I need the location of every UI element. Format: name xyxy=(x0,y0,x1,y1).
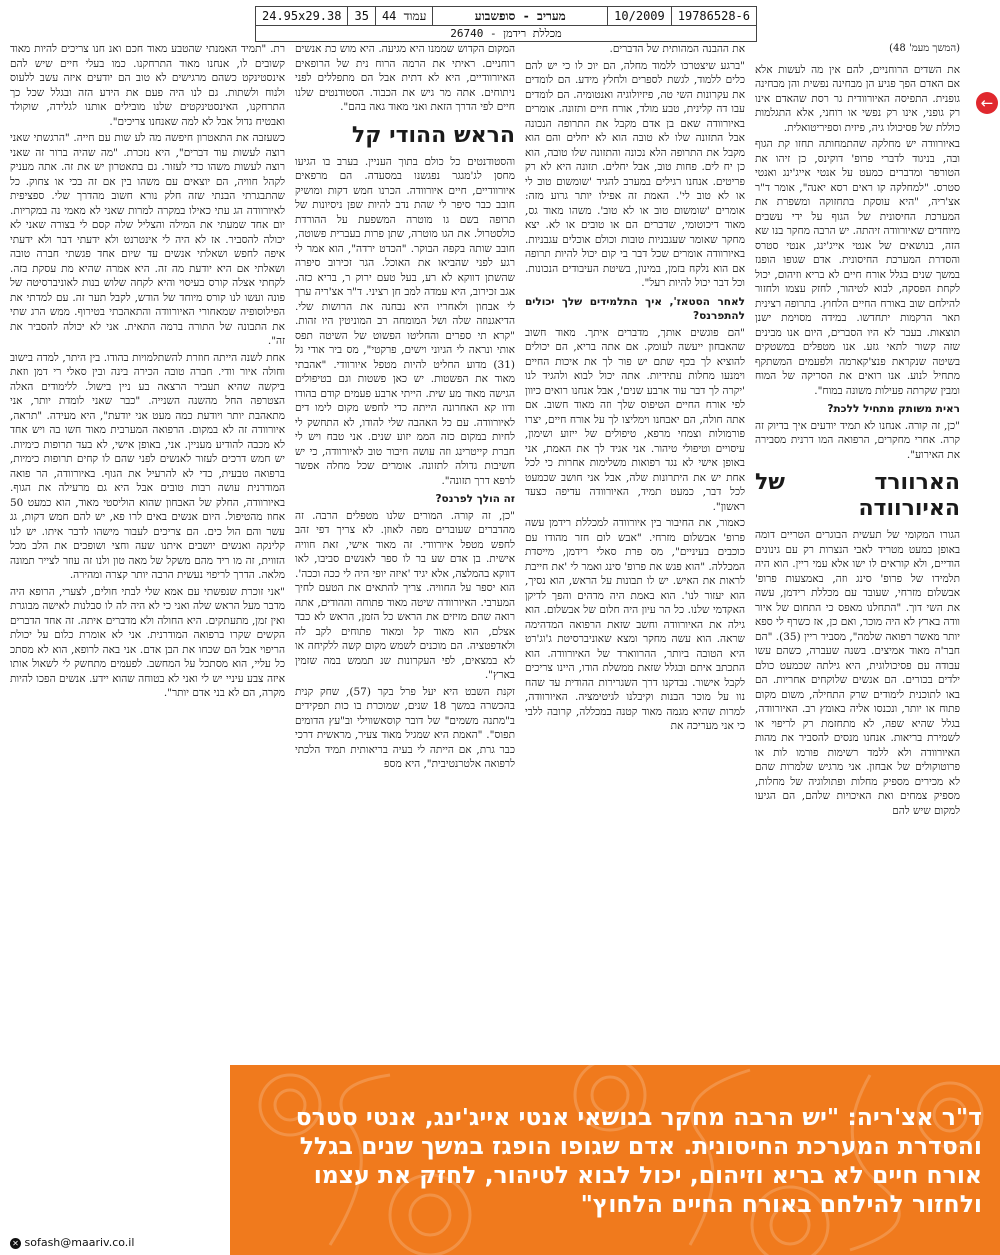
article-page xyxy=(10,42,970,1057)
header-publication: מעריב - סופשבוע xyxy=(432,7,607,25)
paragraph: המקום הקדוש שממנו היא מגיעה. היא מוש כת אנשים רוחניים. ראיתי את הרמה הרוח נית של הרופאים האיורוודיים, היא לא דתית אבל הם מתפללים לפני ניתוחים. אתה מר גיש את הכבוד. הסטודנטים שלנו חיים לפי הדרך הזאת ואני מאוד גאה בהם". xyxy=(295,43,515,113)
section-heading: הראש ההודי קל xyxy=(351,122,515,148)
paragraph: "כן, זה קורה. המורים שלנו מטפלים הרבה. זה מהדברים שעוברים מפה לאוזן. לא צריך דפי זהב לחפש מטפל איורוודי. זה מאוד אישי, זאת חוויה אישית. בן אדם שע בר לו ספר לאנשים סביבו, לאו דווקא בהמלצה, אלא יגיד 'איזה יופי היה לי ככה וככה'. הוא יספר על החוויה. צריך להתאים את הטעם לחיך המערבי. האיורוודה שיטה מאוד פתוחה וההודים, אתה רואה שהם מזיזים את הראש כל הזמן, הראש לא כבד אצלם, הוא מאוד קל ומאוד פתוחים לקב לה ולאדפטציה. הם מוכנים לשמש מקום קשה ללקיחה או לא במצאים, לפי העקרונות שנ תממש במה שזמין בארץ". xyxy=(295,509,515,681)
pull-quote-banner xyxy=(230,1065,1000,1255)
clipping-header xyxy=(255,6,757,42)
header-code: 19786528-6 xyxy=(671,7,756,25)
article-column-4 xyxy=(10,42,285,1232)
paragraph: "אני זוכרת שנפשתי עם אמא שלי לבתי חולים, לצערי, הרופא היה מדבר מעל הראש שלה ואני כי לא היה לה לו סבלנות לאישה מבוגרת ואין זמן, מתעתקים. היא החולה ולא מדברים איתה. זה אחד הדברים הקשים שקרו ברפואה המודרנית. אני לא אומרת כלום על יכולת הריפוי אבל הם שכחו את הבן אדם. אני באה לרופא, הוא לא מסתכ כל עליי, הוא מסתכל על המחשב. לפעמים מתחשק לי לשאול אותו איזה צבע עיניי יש לי ואני לא בטוחה שהוא יידע. אנשים הפכו להיות מקרה, הם לא בני אדם יותר". xyxy=(10,585,285,699)
header-size: 24.95x29.38 xyxy=(262,9,342,23)
paragraph: את ההבנה המהותית של הדברים. xyxy=(609,43,745,55)
paragraph: אחת לשנה הייתה חוזרת להשתלמויות בהודו. בין היתר, למדה בישוב וחולה איור וודי. חברה טובה הכירה בינה ובין סאלי רי דמן וזאת ביקשה שהיא תעביר הרצאה בע ניין בישול. ללימודים האלה הצטרפה החל מהשנה השנייה. "כבר שאני לומדת יותר, אני מתאהבת יותר ויודעת כמה מעט אני יודעת", היא מעידה. "תראה, איורוודה זה לא במקום. הרפואה המערבית מאוד חשו בה ויש אחד לא מכבה להודיע מעניין. אני, באופן אישי, לא בעד תרופות כימיות. יש חמש דרכים לעזור לאנשים לפני שהם לו קחים תרופות כימיות, ברפואה טבעית, כדי לא להרעיל את הגוף. באיורוודה, הר פואה המודרנית עושה רבות טובים אבל היא גם מרעילה את הגוף. באיורוודה, החלק של האבחון שהוא הוליסטי מאוד, הוא כמעט 50 אחוז מהטיפול. היום אנשים באים לרו פא, יש להם חמש דקות, גג עשר והם הול כים. הם צריכים לעבור מישהו לדבר איתו. יש לנו קלינקה ואנשים יושבים איתנו שעה וחצי ושופכים את הלב מכל הזווית, זה מו ריד מהם משקל של מאה טון ולנו זה עוזר לצייר תמונה מלאה. הדרך לריפוי נעשית הרבה יותר קצרה ומהירה. xyxy=(10,351,285,581)
header-page: עמוד 44 xyxy=(375,7,432,25)
interview-question: זה הולך לפרנס? xyxy=(435,493,515,505)
header-subline: מכללת רידמן - 26740 xyxy=(450,27,562,40)
email-footer xyxy=(6,1236,134,1249)
pull-quote-text: ד"ר אצ'ריה: "יש הרבה מחקר בנושאי אנטי אייג'ינג, אנטי סטרס והסדרת המערכת החיסונית. אדם שגופו הופגז במשך שנים בגלל אורח חיים לא בריא וזיהום, יכול לבוא לטיהור, לחזק את עצמו ולחזור להילחם באורח החיים הלחוץ" xyxy=(295,1103,982,1218)
back-arrow-icon[interactable]: ← xyxy=(976,92,998,114)
paragraph: הגורו המקומי של תעשית הבוגרים הטריים דומה באופן כמעט מטריד לאבי הנצרות רק עם גינונים הודיים, ולא קוראים לו ישו אלא עמי ריין. הוא היה תלמידו של פרופ' סינג וזה, באמצעות פרופ' אבשלום מזרחי, שעובד עם מכללת רידמן, עשה את השי דוך. "התחלנו מאפס כי התחום של איור וודה בארץ לא היה מוכר, ואם כן, אז כשרף לי ספא יותר מאשר רפואה שלמה", מסביר ריין (35). "הם חבר'ה מאוד אמיצים. בשנה שעברה, כשהם עשו עבודה עם פסיכולוגית, היא גילתה שכמעט כולם ילדים בכורים. הם אנשים שלוקחים אחריות. הם באו לתוכנית לימודים שרק התחילה, משום מקום פתוח או יותר, ונכנסו אליה באומץ רב. האיורוודה, בגלל שהיא שפה, לא מתחזמת רק לריפוי או לשמירת בריאות. אנחנו מנסים להסביר את מהות האיורוודה ולא ללמד רשימות פורמו לות או פרוטוקולים של אבחון. אני מרגיש שלמרות שהם לא מכירים מספיק מחלות ופתולוגיה של מחלות, מספיק צמחים ואת האיכויות שלהם, הם הגיעו למקום שיש להם xyxy=(755,529,960,817)
paragraph: והסטודנטים כל כולם בתוך העניין. בערב בו הגיעו מחסן לג'מגגר נפגשנו במסעדה. הם מרפאים איורוודיים, חיים איורוודה. הכרנו חמש דקות ומושיק חובב כבר סיפר לי שהת נדב להיות שפן ניסיונות של תרופה בשם גו מוטרה המשפעת על ההורדת כולסטרול. את הגו מוטרה, שתן פרות בעברית פשוטה, חובב שותה בקפה הבוקר. "הכדט ירדה", הוא אמר לי רגע לפני שהביאו את האוכל. הגר זכירוב סיפרה שהשתן דווקא לא רע, בעל טעם ירוק ר, בריא כזה. אגב זכירוב, היא עמדה למב חן רציני. ד"ר אצ'ריה ערך לי אבחון ולאחריו היא נבחנה את הרושות שלי. הדיאגנוזה שלה ושל המומחה רב המוניטין היו זהות. "קרא תי ספרים והחליטו הפשוט של השיטה תפס אותי ונראה לי הגיוני וישים, פרקטי", מס ביר אודי גל (31) מדוע החליט להיות מטפל איורוודי. "אהבתי מאוד את הפשטות. יש כאן פשטות וגם בטיפולים הגישה מאוד מע שית. הייתי ארבע פעמים קודם בהודו ודוו קא האחרונה הייתה כדי לחפש מקום לימו דים לאיורוודה. עם כל האהבה שלי להודו, לא התחשק לי לחיות במקום כזה הממ יזוע שנים. אני טבח ויש לי חברת קייטרינג וזה עושה חיבור טוב לאיורוודה, כי יש חשיבות גדולה לתזונה. אומרים שכל מחלה אפשר לרפא דרך תזונה". xyxy=(295,155,515,487)
end-mark-icon: ✕ xyxy=(10,1238,21,1249)
paragraph: רת. "תמיד האמנתי שהטבע מאוד חכם ואנ חנו צריכים להיות מאוד קשובים לו, אנחנו מאוד התרחקנו. כמו בעלי חיים שיש להם אינסטינקט כשהם מרגישים לא טוב הם יודעים איזה עשב ללעוס ולנוח ולשתות. גם לנו היה פעם את הידע הזה ובגלל שכל כך התרחקנו, האינסטינקטים שלנו מובילים אותנו לגלידה, שוקולד ואבטיח גדול אבל לא למה שאנחנו צריכים". xyxy=(10,43,285,128)
header-num: 35 xyxy=(347,7,374,25)
email-address: sofash@maariv.co.il xyxy=(24,1236,135,1249)
interview-question: ראית משותק מתחיל ללכת? xyxy=(827,403,960,415)
article-column-3 xyxy=(295,42,515,1057)
header-date: 10/2009 xyxy=(607,7,671,25)
paragraph: כשעזבה את התאטרון חיפשה מה לע שות עם חייה. "הרגשתי שאני רוצה לעשות עוד דברים", היא נזכרת. "מה שהיה ברור זה שאני רוצה לעשות משהו כדי לעזור. גם בתאטרון יש את זה. אתה מעניק לקהל חוויה, הם יוצאים עם משהו בין אם זה בכי או צחוק. כל שהתבגרתי הבנתי שזה חלק נורא חשוב מהדרך שלי. ספציפית לאיורוודה הג עתי כאילו במקרה למרות שאני לא מאמי נה במקריות. יום אחד שמעתי את המילה והצליל שלה קסם לי בצורה שאני לא יכולה להסביר. אז לא היה לי אינטרנט ולא ידעתי דבר ולא ידעתי איפה לחפש ושאלתי אנשים עד שיום אחד פגשתי חברה טובה ושאלתי אם היא יודעת מה זה. היא אמרה שהיא מת עסקת בזה. לקחתי אצלה קורס בעיסוי והיא לקחה שלוש בנות לאוניברסיטה של פונה ועשו לנו קורס מיוחד של הודש, לקבל תער זה. עם למדתי את הפילוסופיה שמאחורי האיורוודה והתאהבתי בטירוף. ממש הרג שתי את התבונה של התורה ברמה התאית. אני לא יכולה להסביר את זה". xyxy=(10,132,285,347)
article-column-2 xyxy=(525,42,745,1057)
article-column-1 xyxy=(755,42,960,1057)
header-row xyxy=(256,7,756,26)
interview-question: לאחר הסטאז', איך התלמידים שלך יכולים להתפרנס? xyxy=(525,295,745,322)
section-heading: הארוורד של האיורוודה xyxy=(755,470,960,521)
paragraph: "ברגע שיצטרכו ללמוד מחלה, הם יוכ לו כי יש להם כלים ללמוד, לגשת לספרים ולחלץ מידע. הם לומדים את עקרונות השי טה, פיזיולוגיה ואנטומיה. הם לומדים עבו דה קלינית, טבע מולד, אורח חיים ותזונה. אומרים באיורוודה שאם בן אדם מקבל את התרופה הנכונה אבל התזונה שלו לא טובה הוא לא יחלים והם הוא מקבל את התרופה הלא נכונה והתזונה שלו טובה, הוא כן יח לים. פחות טוב, אבל יחלים. תזונה היא לא רק פריטים. אנחנו רגילים במערב להגיד 'שומשום טוב לי או לא טוב לי'. האמת זה אפילו יותר גרוע מזה: אומרים 'שומשום טוב או לא טוב'. משהו מאוד גס, מאוד דיכוטומי, שדברים הם או טובים או לא. יצא מחקר שאומר שעגבניות טובות וכולם אוכלים עגבניות. באיורוודה אומרים שכל דבר בי קום יכול להיות תרופה אם הוא נלקח בזמן, במינון, בשיטת העיבודים הנכונות. וכל דבר יכול להיות רעל". xyxy=(525,59,745,289)
paragraph: זקנת השבט היא יעל פרל בקר (57), שחק קנית בהכשרה במשך 18 שנים, שמוכרת בו כות תפקידים ב"מתנה משמים" של דובר קוסאשווילי וב"עץ הדומים תפוס". "האמת היא שמגיל מאוד צעיר, מראשית דרכי כבר גרת, אם הייתה לי בעיה בריאותית תמיד הלכתי לרפואה אלטרנטיבית", היא מספ xyxy=(295,685,515,770)
paragraph: כאמור, את החיבור בין איורוודה למכללת רידמן עשה פרופ' אבשלום מזרחי. "אבש לום חזר מהודו עם כוכבים בעיניים", מס פרת סאלי רידמן, מייסדת המכללה. "הוא פגש את פרופ' סינג ואמר לי 'את חייבת לראות את האיש. יש לו תבונות על הראש, הוא נסיך, הוא יעזור לנו'. הוא באמת היה מדהים והפך לדיקן האקדמי שלנו. כל הר עיון היה חלום של אבשלום. הוא גילה את האיורוודה וחשב שזאת הרפואה המדהימה שראה. הוא עשה מחקר ומצא שאוניברסיטת ג'וג'רט היא הטובה ביותר, ההרווארד של האיורוודה. הוא התכתב איתם ובגלל שזאת ממשלת הודו, היינו צריכים לקבל אישור. נבדקנו דרך השגרירות ההודית עד שהח נוו על מוכר הבנות וקיבלנו לגיטימציה. האיורוודה, למרות שהיא מגמה מאוד קטנה במכללה, קרובה ללבי כי אני מעריכה את xyxy=(525,517,745,732)
paragraph: באיורוודה יש מחלקה שהתמחותה תחזו קת הגוף ובה, בניגוד לדברי פרופ' דוקינס, כן זיהו את הטורפר ומדברים כמעט על אנטי אייג'ינג ואנטי סטרס. "למחלקה קו ראים רסא יאנה", אומר ד"ר אצ'ריה, "היא עוסקת בתחזוקה ומשפרת את המערכת החיסונית של הגוף על ידי עשבים מיוחדים שאיורוודה זיהתה. יש הרבה מחקר בנו שא הזה, בנושאים של אנטי אייג'ינג, אנטי סטרס והסדרת המערכת החיסונית. אדם שגופו הופגז במשך שנים בגלל אורח חיים לא בריא וזיהום, יכול לקחת הפסקה, לבוא לטיהור, לחזק עצמו ולחזור להילחם שוב באורח החיים הלחוץ. בתרופה רצינית תאר הרקמות יתחדשו. במידה מסוימת ישנן תוצאות. בעבר לא היו הסברים, היום אנו מבינים שזה קשור לתאי גזע. אנו מטפלים במשטקים בשיטה שנקראת פנצ'קארמה ולפעמים המשתקף מתחיל לנוע. אנו רואים את הסריקה של המוח ומבין שקרתה פעילות משונה במוח". xyxy=(755,138,960,397)
paragraph: "הם פוגשים אותך, מדברים איתך. מאוד חשוב שהאבחון ייעשה לעומק. אם אתה בריא, הם יכולים להוציא לך בכף שתם יש פור לך את איכות החיים וימנעו מחלות עתידיות. אתה יכול לבוא ולהגיד לנו 'יקרה לך דבר עוד ארבע שנים', אבל אנחנו רואים כיוון לפי אורח החיים הטיפוס שלך וזה מאוד חשוב. אם אתה חולה, הם יאבחנו וימליצו לך על אורח חיים, יצרו פורמולות וצמחי מרפא, טיפולים של ייזוע ושימון, עיסויים וטיפולי טיהור. אני אגיד לך את האמת, אני באופן אישי לא נגד רפואות משלימות אחרות כי לכל אחת יש את היתרונות שלה, אבל אני חושב שכמעט לכל דבר, כמעט תמיד, האיורוודה עדיפה כצעד ראשון". xyxy=(525,326,745,513)
paragraph: "כן, זה קורה. אנחנו לא תמיד יודעים איך בדיוק זה קרה. אחרי מחקרים, הרפואה המו דרנית מסבירה את האירוע". xyxy=(755,419,960,461)
paragraph: את השדים הרוחניים, להם אין מה לעשות אלא אם האדם הפך פגיע הן מבחינה נפשית והן מבחינה גופנית. התפיסה האיורוודית גר רסת שהאדם אינו רק גופני, אינו רק נפשי או רוחני, אלא התגלמות כוללת של פסיכולו גיה, פיזית וספיריטואלית. xyxy=(755,63,960,134)
continued-note: (המשך מעמ' 48) xyxy=(889,43,960,54)
